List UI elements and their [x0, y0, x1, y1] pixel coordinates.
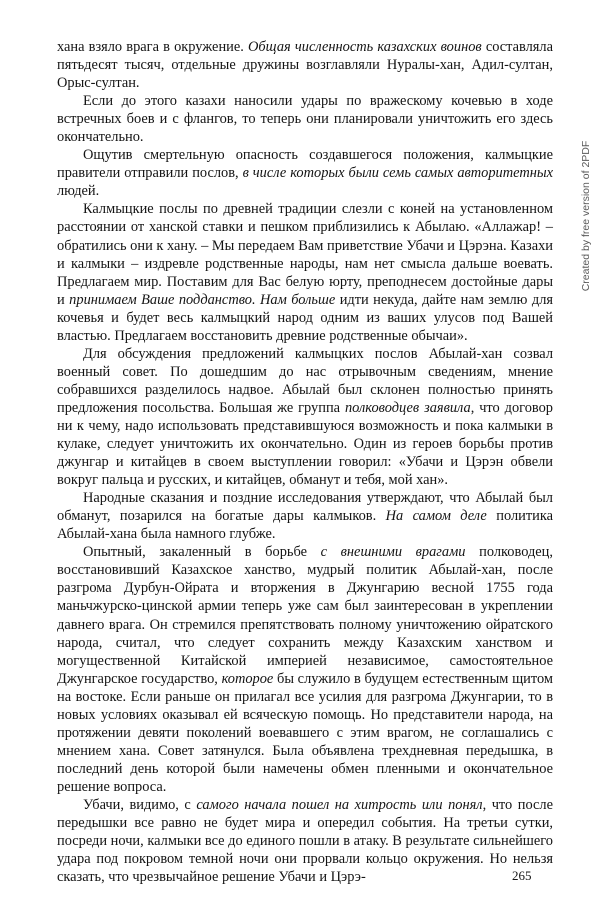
text-run: людей.: [57, 183, 100, 200]
italic-run: принимаем Ваше подданство. Нам больше: [69, 291, 336, 308]
text-run: Если до этого казахи наносили удары по вражескому кочевью в ходе встречных боев и с флангов, то теперь они планировали уничтожить его здесь окончательно.: [57, 93, 553, 146]
italic-run: На самом деле: [385, 508, 487, 525]
page-text: [57, 38, 553, 886]
paragraph: [57, 38, 553, 92]
text-run: , что после передышки все равно не будет мира и опередил события. На третьи сутки, посреди ночи, калмыки все до единого пошли в атаку. В результате сильнейшего удара под покровом темной ночи они прорвали кольцо окружения. Но нельзя сказать, что чрезвычайное решение Убачи и Цэрэ-: [57, 796, 553, 886]
paragraph: [57, 200, 553, 344]
text-run: хана взяло врага в окружение.: [57, 39, 248, 55]
text-run: политика Абылай-хана была намного глубже.: [57, 508, 553, 543]
italic-run: с внешними врагами: [320, 544, 466, 561]
text-run: полководец, восстановивший Казахское ханство, мудрый политик Абылай-хан, после разгрома Дурбун-Ойрата и вторжения в Джунгарию весной 1755 года маньчжурско-цинской армии теперь уже сам был заинтересован в укреплении давнего врага. Он стремился препятствовать полному уничтожению ойратского народа, считал, что следует сохранить между Казахским ханством и могущественной Китайской империей независимое, самостоятельное Джунгарское государство,: [57, 544, 553, 687]
text-run: бы служило в будущем естественным щитом на востоке. Если раньше он прилагал все усилия для разгрома Джунгарии, то в новых условиях оказывал ей всяческую помощь. Но представители народа, на протяжении девяти поколений воевавшего с этим врагом, не соглашались с мнением хана. Совет затянулся. Была объявлена трехдневная передышка, в последний день которой были намечены обмен пленными и окончательное решение вопроса.: [57, 670, 553, 795]
text-run: Народные сказания и поздние исследования утверждают, что Абылай был обманут, позарился на богатые дары калмыков.: [57, 490, 553, 525]
text-run: Калмыцкие послы по древней традиции слезли с коней на установленном расстоянии от ханской ставки и пешком приблизились к Абылаю. «Аллажар! – обратились они к хану. – Мы передаем Вам приветствие Убачи и Цэрэна. Казахи и калмыки – издревле родственные народы, нам нет смысла дальше воевать. Предлагаем мир. Поставим для Вас белую юрту, преподнесем достойные дары и: [57, 201, 553, 308]
text-run: Для обсуждения предложений калмыцких послов Абылай-хан созвал военный совет. По дошедшим до нас отрывочным сведениям, мнение собравшихся разделилось надвое. Абылай был склонен полностью принять предложения посольства. Большая же группа: [57, 345, 553, 416]
side-watermark: Created by free version of 2PDF: [580, 140, 592, 292]
text-run: Опытный, закаленный в борьбе: [83, 544, 321, 561]
italic-run: Общая численность казахских воинов: [248, 39, 482, 55]
italic-run: полководцев заявила: [344, 399, 471, 416]
paragraph: [57, 489, 553, 543]
paragraph: [57, 92, 553, 146]
italic-run: которое: [221, 670, 274, 687]
italic-run: самого начала пошел на хитрость или понял: [196, 796, 483, 813]
paragraph: [57, 146, 553, 200]
page-number: 265: [512, 868, 532, 883]
paragraph: [57, 796, 553, 886]
paragraph: [57, 543, 553, 796]
text-run: Ощутив смертельную опасность создавшегося положения, калмыцкие правители отправили послов,: [57, 147, 553, 182]
italic-run: в числе которых были семь самых авторитетных: [242, 165, 553, 182]
text-run: Убачи, видимо, с: [83, 796, 197, 813]
paragraph: [57, 345, 553, 489]
text-run: , что договор ни к чему, надо использовать представившуюся возможность и пока калмыки в кулаке, следует уничтожить их окончательно. Один из героев борьбы против джунгар и китайцев в своем выступлении говорил: «Убачи и Цэрэн обвели вокруг пальца и русских, и китайцев, обманут и тебя, мой хан».: [57, 399, 553, 489]
text-run: идти некуда, дайте нам землю для кочевья и будет весь калмыцкий народ одним из ваших улусов под Вашей властью. Предлагаем восстановить древние родственные обычаи».: [57, 291, 554, 344]
text-run: составляла пятьдесят тысяч, отдельные дружины возглавляли Нуралы-хан, Адил-султан, Орыс-султан.: [57, 39, 553, 92]
